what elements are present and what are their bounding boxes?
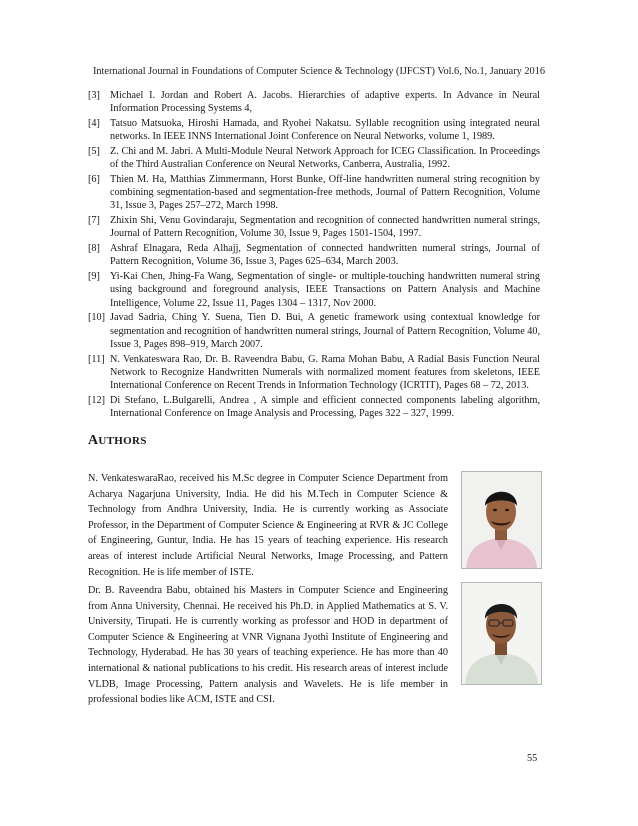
reference-item [88,353,540,393]
reference-text: Ashraf Elnagara, Reda Alhajj, Segmentation of connected handwritten numeral strings, Journal of Pattern Recognition, Volume 36, Issue 3, Pages 625–634, March 2003. [110,243,540,268]
reference-number: [3] [88,90,100,101]
reference-text: Michael I. Jordan and Robert A. Jacobs. Hierarchies of adaptive experts. In Advance in Neural Information Processing Systems 4, [110,90,540,115]
reference-number: [4] [88,118,100,129]
reference-list [88,89,540,422]
reference-number: [8] [88,243,100,255]
reference-item [88,311,540,351]
authors-heading-rest: UTHORS [98,435,147,447]
running-header: International Journal in Foundations of Computer Science & Technology (IJFCST) Vol.6, No.1, January 2016 [92,66,545,77]
reference-text: Thien M. Ha, Matthias Zimmermann, Horst Bunke, Off-line handwritten numeral string recognition by combining segmentation-based and segmentation-free methods, Journal of Pattern Recognition, Volume 31, Issue 3, Pages 257–272, March 1998. [110,174,540,212]
reference-number: [12] [88,394,105,406]
reference-item [88,394,540,420]
reference-item [88,173,540,213]
reference-text: Yi-Kai Chen, Jhing-Fa Wang, Segmentation of single- or multiple-touching handwritten numeral string using background and foreground analysis, IEEE Transactions on Pattern Analysis and Machine Intelligence, Volume 22, Issue 11, Pages 1304 – 1317, Nov 2000. [110,271,540,309]
reference-item [88,145,540,171]
reference-text: Tatsuo Matsuoka, Hiroshi Hamada, and Ryohei Nakatsu. Syllable recognition using integrated neural networks. In IEEE INNS International Joint Conference on Neural Networks, volume 1, 1989. [110,118,540,143]
portrait-image [462,472,541,568]
reference-item [88,214,540,240]
authors-heading-initial: A [88,433,99,448]
reference-number: [7] [88,215,100,227]
reference-text: Zhixin Shi, Venu Govindaraju, Segmentation and recognition of connected handwritten numeral strings, Journal of Pattern Recognition, Volume 30, Issue 9, Pages 1501-1504, 1997. [110,215,540,240]
reference-number: [11] [88,353,105,365]
reference-text: N. Venkateswara Rao, Dr. B. Raveendra Babu, G. Rama Mohan Babu, A Radial Basis Function Neural Network to Recognize Handwritten Numerals with normalized moment features from skeletons, IEEE International Conference on Recent Trends in Information Technology (ICRTIT), Pages 68 – 72, 2013. [110,353,540,392]
reference-number: [9] [88,271,100,283]
authors-section-heading [88,433,147,449]
author-bio-raveendra-babu: Dr. B. Raveendra Babu, obtained his Masters in Computer Science and Engineering from Anna University, Chennai. He received his Ph.D. in Applied Mathematics at S. V. University, Tirupati. He is currently working as professor and HOD in department of Computer Science & Engineering at VNR Vignana Jyothi Institute of Engineering and Technology, Hyderabad. He has 30 years of teaching experience. He has more than 40 international & national publications to his credit. His research areas of interest include VLDB, Image Processing, Pattern analysis and Wavelets. He is life member in professional bodies like ACM, ISTE and CSI. [88,585,448,706]
reference-number: [10] [88,312,105,324]
reference-item [88,89,540,115]
reference-number: [6] [88,174,100,185]
portrait-image [462,583,541,684]
reference-item [88,270,540,310]
reference-item [88,117,540,143]
reference-text: Di Stefano, L.Bulgarelli, Andrea , A simple and efficient connected components labeling algorithm, International Conference on Image Analysis and Processing, Pages 322 – 327, 1999. [110,394,540,420]
reference-text: Javad Sadria, Ching Y. Suena, Tien D. Bui, A genetic framework using contextual knowledge for segmentation and recognition of handwritten numeral strings, Journal of Pattern Recognition, Volume 40, Issue 3, Pages 898–919, March 2007. [110,312,540,350]
author-photo-venkateswararao [461,471,542,569]
reference-text: Z. Chi and M. Jabri. A Multi-Module Neural Network Approach for ICEG Classification. In Proceedings of the Third Australian Conference on Neural Networks, Canberra, Australia, 1992. [110,146,540,171]
reference-item [88,242,540,268]
author-photo-raveendra-babu [461,582,542,685]
page-number: 55 [527,753,538,764]
reference-number: [5] [88,146,100,157]
author-bio-venkateswararao: N. VenkateswaraRao, received his M.Sc degree in Computer Science Department from Acharya Nagarjuna University, India. He did his M.Tech in Computer Science & Technology from Andhra University, India. He is currently working as Associate Professor, in the Department of Computer Science & Engineering at RVR & JC College of Engineering, Guntur, India. He has 15 years of teaching experience. His research areas of interest include Artificial Neural Networks, Image Processing, and Pattern Recognition. He is life member of ISTE. [88,473,448,578]
